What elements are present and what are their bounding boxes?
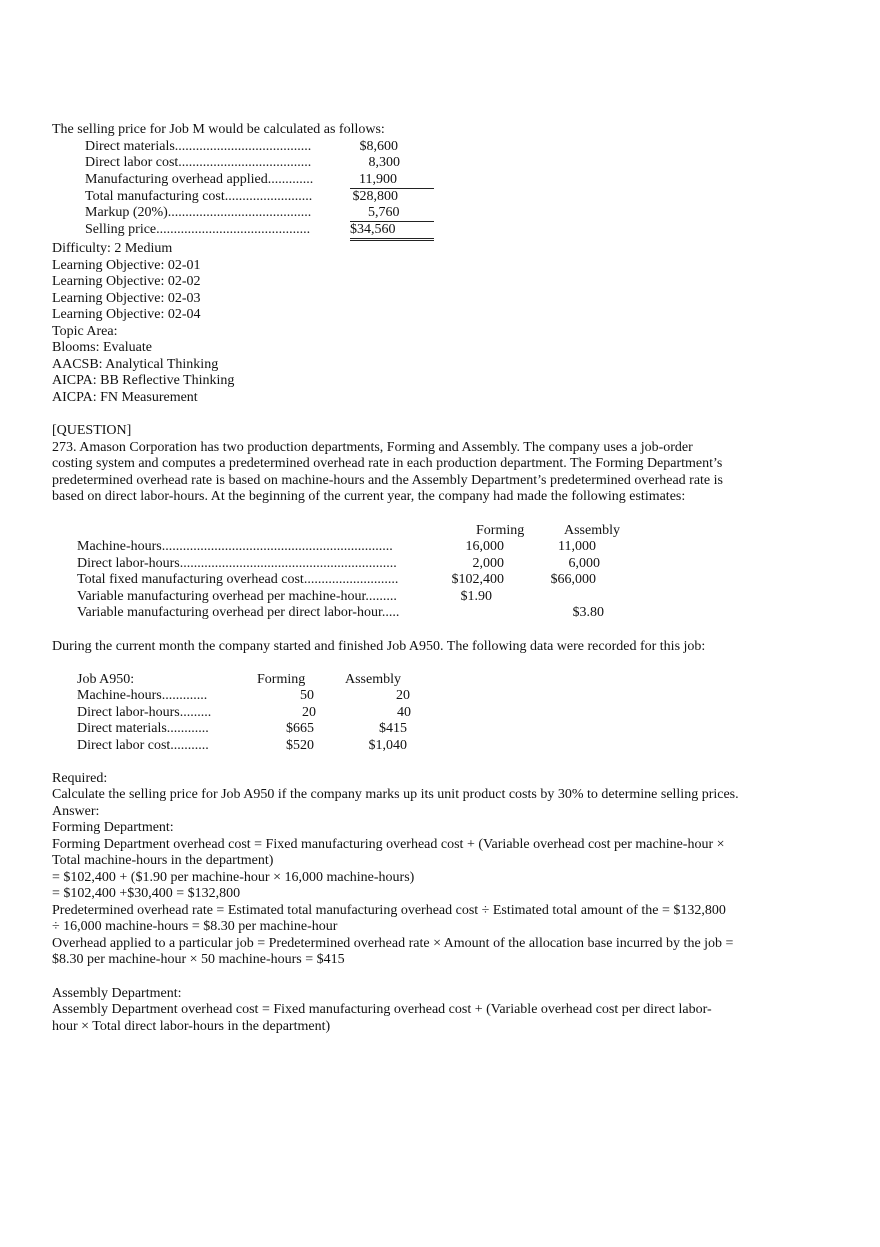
job-m-value: 8,300	[368, 155, 400, 170]
job-m-intro: The selling price for Job M would be calculated as follows:	[52, 122, 385, 137]
meta-line: Difficulty: 2 Medium	[52, 241, 173, 256]
estimates-row-label: Total fixed manufacturing overhead cost...........................	[77, 572, 399, 587]
job-m-label: Markup (20%).........................................	[85, 205, 312, 220]
job-a950-forming-value: $665	[286, 721, 314, 736]
question-text: 273. Amason Corporation has two production departments, Forming and Assembly. The company uses a job-order	[52, 440, 693, 455]
answer-line: Overhead applied to a particular job = Predetermined overhead rate × Amount of the allocation base incurred by the job =	[52, 936, 734, 951]
job-a950-assembly-value: 20	[396, 688, 410, 703]
question-text: costing system and computes a predetermined overhead rate in each production department. The Forming Department’s	[52, 456, 723, 471]
estimates-forming-value: 2,000	[472, 556, 504, 571]
estimates-header-assembly: Assembly	[564, 523, 620, 538]
job-m-label: Selling price............................................	[85, 222, 311, 237]
answer-line: Total machine-hours in the department)	[52, 853, 274, 868]
meta-line: Learning Objective: 02-04	[52, 307, 201, 322]
question-text: predetermined overhead rate is based on machine-hours and the Assembly Department’s predetermined overhead rate is	[52, 473, 723, 488]
answer-line: = $102,400 +$30,400 = $132,800	[52, 886, 241, 901]
estimates-assembly-value: 6,000	[568, 556, 600, 571]
job-intro: During the current month the company started and finished Job A950. The following data were recorded for this job:	[52, 639, 706, 654]
question-tag: [QUESTION]	[52, 423, 132, 438]
estimates-forming-value: $102,400	[451, 572, 504, 587]
assembly-line: Assembly Department overhead cost = Fixed manufacturing overhead cost + (Variable overhead cost per direct labor-	[52, 1002, 712, 1017]
job-a950-forming-value: 50	[300, 688, 314, 703]
answer-label: Answer:	[52, 804, 100, 819]
meta-line: AICPA: BB Reflective Thinking	[52, 373, 235, 388]
job-m-label: Total manufacturing cost.........................	[85, 189, 313, 204]
job-a950-header-assembly: Assembly	[345, 672, 401, 687]
required-text: Calculate the selling price for Job A950 if the company marks up its unit product costs by 30% to determine selling prices.	[52, 787, 739, 802]
assembly-line: hour × Total direct labor-hours in the department)	[52, 1019, 331, 1034]
answer-line: Forming Department:	[52, 820, 174, 835]
job-a950-forming-value: 20	[302, 705, 316, 720]
estimates-assembly-value: $3.80	[572, 605, 604, 620]
answer-line: ÷ 16,000 machine-hours = $8.30 per machine-hour	[52, 919, 338, 934]
job-a950-title: Job A950:	[77, 672, 135, 687]
job-m-label: Manufacturing overhead applied.............	[85, 172, 314, 187]
estimates-header-forming: Forming	[476, 523, 525, 538]
job-a950-row-label: Direct labor-hours.........	[77, 705, 212, 720]
job-m-value: $8,600	[359, 139, 398, 154]
question-text: based on direct labor-hours. At the beginning of the current year, the company had made the following estimates:	[52, 489, 686, 504]
job-a950-forming-value: $520	[286, 738, 314, 753]
job-a950-row-label: Machine-hours.............	[77, 688, 208, 703]
estimates-forming-value: $1.90	[460, 589, 492, 604]
estimates-row-label: Direct labor-hours..............................................................	[77, 556, 397, 571]
estimates-row-label: Variable manufacturing overhead per direct labor-hour.....	[77, 605, 400, 620]
job-a950-row-label: Direct labor cost...........	[77, 738, 209, 753]
job-m-label: Direct labor cost......................................	[85, 155, 312, 170]
job-m-value: $28,800	[352, 189, 398, 204]
meta-line: Topic Area:	[52, 324, 118, 339]
job-a950-assembly-value: $1,040	[368, 738, 407, 753]
answer-line: Predetermined overhead rate = Estimated total manufacturing overhead cost ÷ Estimated total amount of the = $132,800	[52, 903, 726, 918]
estimates-assembly-value: $66,000	[550, 572, 596, 587]
meta-line: Learning Objective: 02-03	[52, 291, 201, 306]
job-a950-row-label: Direct materials............	[77, 721, 209, 736]
job-m-label: Direct materials.......................................	[85, 139, 312, 154]
answer-line: Forming Department overhead cost = Fixed manufacturing overhead cost + (Variable overhead cost per machine-hour ×	[52, 837, 725, 852]
assembly-line: Assembly Department:	[52, 986, 182, 1001]
meta-line: AICPA: FN Measurement	[52, 390, 198, 405]
meta-line: AACSB: Analytical Thinking	[52, 357, 219, 372]
estimates-assembly-value: 11,000	[558, 539, 596, 554]
estimates-forming-value: 16,000	[465, 539, 504, 554]
estimates-row-label: Machine-hours..................................................................	[77, 539, 393, 554]
job-a950-header-forming: Forming	[257, 672, 306, 687]
meta-line: Learning Objective: 02-01	[52, 258, 201, 273]
job-a950-assembly-value: $415	[379, 721, 407, 736]
job-m-value: 5,760	[350, 205, 434, 222]
meta-line: Learning Objective: 02-02	[52, 274, 201, 289]
job-a950-assembly-value: 40	[397, 705, 411, 720]
answer-line: $8.30 per machine-hour × 50 machine-hours = $415	[52, 952, 345, 967]
job-m-value: 11,900	[350, 172, 434, 189]
required-label: Required:	[52, 771, 108, 786]
estimates-row-label: Variable manufacturing overhead per machine-hour.........	[77, 589, 397, 604]
answer-line: = $102,400 + ($1.90 per machine-hour × 16,000 machine-hours)	[52, 870, 415, 885]
job-m-total: $34,560	[350, 222, 434, 241]
meta-line: Blooms: Evaluate	[52, 340, 152, 355]
